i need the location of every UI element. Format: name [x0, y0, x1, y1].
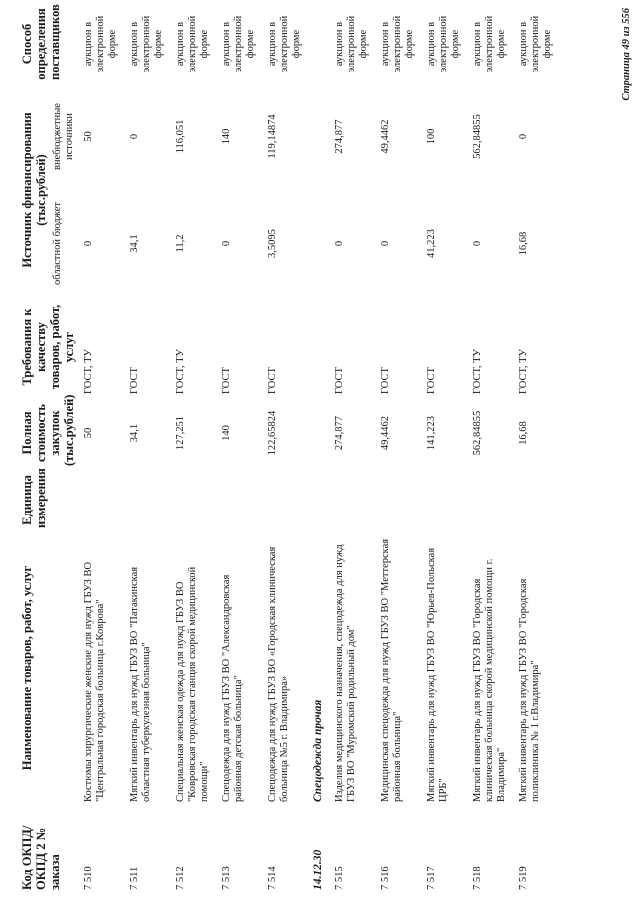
row-extra: 274,877 [334, 119, 345, 154]
row-cost: 122,65824 [267, 410, 278, 456]
row-extra: 100 [426, 128, 437, 145]
row-method: аукцион в электронной форме [83, 15, 118, 73]
row-name: Мягкий инвентарь для нужд ГБУЗ ВО "Городская поликлиника № 1 г.Владимира" [518, 578, 541, 802]
row-name: Костюмы хирургические женские для нужд ГБУЗ ВО "Центральная городская больница г.Коврова" [83, 561, 106, 802]
header-code: Код ОКПД/ ОКПД 2 № заказа [20, 825, 62, 890]
row-name: Специальная женская одежда для нужд ГБУЗ ВО "Ковровская городская станция скорой медицинской помощи" [175, 566, 210, 802]
row-method: аукцион в электронной форме [175, 15, 210, 73]
row-requirements: ГОСТ [380, 367, 391, 394]
row-regional: 41,223 [426, 229, 437, 258]
table-row [170, 5, 216, 893]
table-row [216, 5, 262, 893]
table-row [513, 5, 559, 893]
row-cost: 140 [221, 425, 232, 441]
header-funding-extra: внебюджетные источники [52, 103, 75, 170]
row-method: аукцион в электронной форме [334, 15, 369, 73]
row-code: 7 510 [83, 866, 94, 890]
row-requirements: ГОСТ [334, 367, 345, 394]
row-extra: 50 [83, 131, 94, 142]
row-regional: 0 [83, 240, 94, 247]
row-cost: 49,4462 [380, 415, 391, 451]
section-row [308, 5, 329, 893]
section-code: 14.12.30 [312, 849, 324, 890]
row-code: 7 513 [221, 866, 232, 890]
row-code: 7 511 [129, 866, 140, 890]
row-requirements: ГОСТ, ТУ [472, 349, 483, 394]
row-name: Изделия медицинского назначения, спецодежда для нужд ГБУЗ ВО "Муромский родильный дом" [334, 544, 357, 802]
row-requirements: ГОСТ, ТУ [175, 349, 186, 394]
header-unit: Единица измерения [20, 468, 48, 528]
row-extra: 0 [518, 133, 529, 140]
page-footer: Страница 49 из 556 [621, 8, 632, 101]
row-unit [78, 469, 124, 531]
row-requirements: ГОСТ [129, 367, 140, 394]
row-method: аукцион в электронной форме [267, 15, 302, 73]
row-extra: 116,051 [175, 119, 186, 154]
row-name: Мягкий инвентарь для нужд ГБУЗ ВО "Городская клиническая больница скорой медицинской помощи г. Владимира" [472, 558, 507, 802]
row-unit [170, 469, 216, 531]
row-cost: 141,223 [426, 415, 437, 451]
row-requirements: ГОСТ [426, 367, 437, 394]
row-code: 7 516 [380, 866, 391, 890]
header-funding-regional: областной бюджет [52, 202, 63, 285]
table-row [421, 5, 467, 893]
row-unit [216, 469, 262, 531]
row-code: 7 519 [518, 866, 529, 890]
row-extra: 562,84855 [472, 114, 483, 159]
row-cost: 16,68 [518, 421, 529, 445]
row-regional: 11,2 [175, 234, 186, 253]
row-regional: 0 [472, 240, 483, 247]
row-extra: 0 [129, 133, 140, 140]
row-method: аукцион в электронной форме [129, 15, 164, 73]
row-code: 7 512 [175, 866, 186, 890]
header-funding: Источник финансирования (тыс.рублей) [20, 112, 48, 268]
row-name: Медицинская спецодежда для нужд ГБУЗ ВО "Меттерская районная больница" [380, 538, 403, 802]
row-cost: 50 [83, 427, 94, 439]
header-row [18, 5, 50, 893]
header-name: Наименование товаров, работ, услуг [20, 565, 34, 771]
row-name: Мягкий инвентарь для нужд ГБУЗ ВО "Патакинская областная туберкулезная больница" [129, 566, 152, 802]
row-extra: 140 [221, 128, 232, 145]
table-row [375, 5, 421, 893]
row-method: аукцион в электронной форме [426, 15, 461, 73]
table-row [467, 5, 513, 893]
row-regional: 16,68 [518, 231, 529, 256]
row-unit [513, 469, 559, 531]
row-code: 7 515 [334, 866, 345, 890]
row-method: аукцион в электронной форме [380, 15, 415, 73]
row-unit [329, 469, 375, 531]
section-title: Спецодежда прочая [312, 699, 324, 802]
row-unit [124, 469, 170, 531]
row-requirements: ГОСТ [267, 367, 278, 394]
row-requirements: ГОСТ, ТУ [518, 349, 529, 394]
row-regional: 0 [380, 240, 391, 247]
table-row [262, 5, 308, 893]
table-row [124, 5, 170, 893]
procurement-table [18, 5, 559, 893]
row-name: Спецодежда для нужд ГБУЗ ВО "Александровская районная детская больница" [221, 574, 244, 802]
row-cost: 34,1 [129, 423, 140, 443]
row-method: аукцион в электронной форме [472, 15, 507, 73]
header-requirements: Требования к качеству товаров, работ, услуг [20, 304, 76, 390]
row-code: 7 517 [426, 866, 437, 890]
row-cost: 127,251 [175, 415, 186, 451]
row-unit [467, 469, 513, 531]
row-requirements: ГОСТ [221, 367, 232, 394]
row-cost: 274,877 [334, 415, 345, 451]
row-name: Мягкий инвентарь для нужд ГБУЗ ВО "Юрьев-Польская ЦРБ" [426, 547, 449, 802]
row-cost: 562,84855 [472, 410, 483, 456]
row-extra: 49,4462 [380, 119, 391, 154]
row-unit [421, 469, 467, 531]
row-method: аукцион в электронной форме [221, 15, 256, 73]
row-requirements: ГОСТ, ТУ [83, 349, 94, 394]
row-regional: 34,1 [129, 234, 140, 253]
header-cost: Полная стоимость закупок (тыс.рублей) [20, 394, 76, 466]
row-unit [262, 469, 308, 531]
row-method: аукцион в электронной форме [518, 15, 553, 73]
row-unit [375, 469, 421, 531]
row-name: Спецодежда для нужд ГБУЗ ВО «Городская клиническая больница №5 г. Владимира» [267, 546, 290, 802]
row-regional: 0 [334, 240, 345, 247]
row-regional: 3,5095 [267, 229, 278, 258]
row-code: 7 518 [472, 866, 483, 890]
table-row [78, 5, 124, 893]
header-method: Способ определения поставщиков [20, 4, 62, 80]
row-extra: 119,14874 [267, 114, 278, 159]
row-code: 7 514 [267, 866, 278, 890]
row-regional: 0 [221, 240, 232, 247]
table-row [329, 5, 375, 893]
